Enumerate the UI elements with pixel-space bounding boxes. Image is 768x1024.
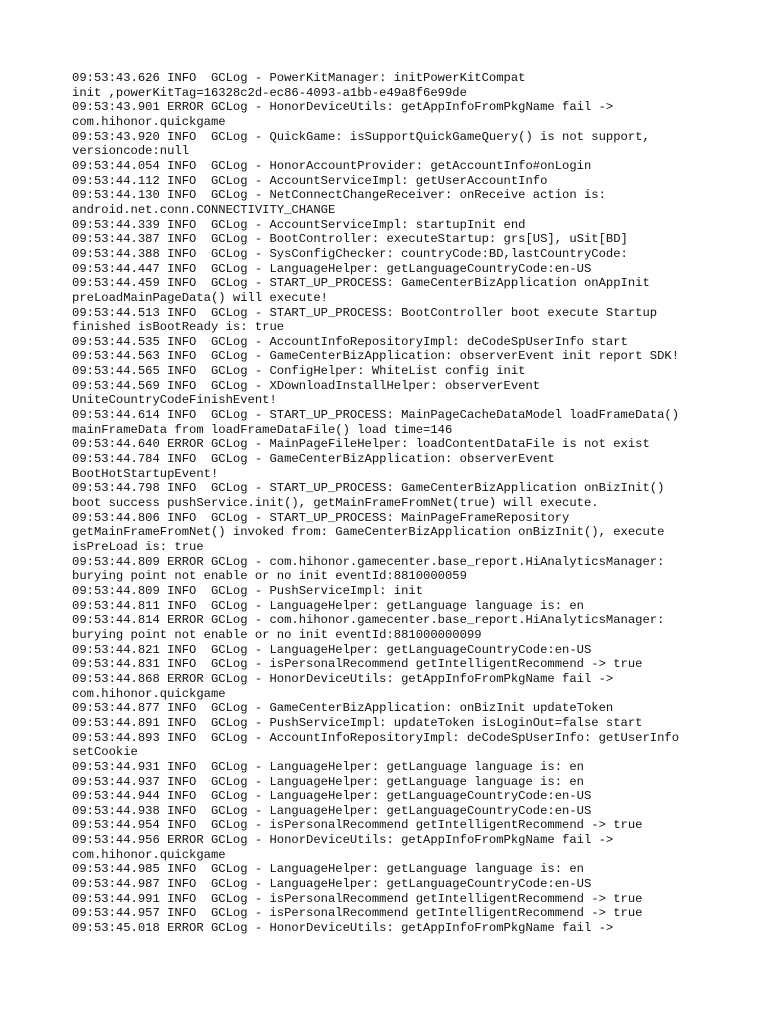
log-line: 09:53:44.614 INFO GCLog - START_UP_PROCESS: MainPageCacheDataModel loadFrameData()	[72, 408, 680, 423]
log-line: 09:53:44.565 INFO GCLog - ConfigHelper: WhiteList config init	[72, 364, 526, 379]
log-line: 09:53:44.054 INFO GCLog - HonorAccountProvider: getAccountInfo#onLogin	[72, 158, 592, 173]
log-line: 09:53:44.954 INFO GCLog - isPersonalRecommend getIntelligentRecommend -> true	[72, 818, 643, 833]
log-line: preLoadMainPageData() will execute!	[72, 290, 328, 305]
log-line: 09:53:44.784 INFO GCLog - GameCenterBizApplication: observerEvent	[72, 452, 555, 467]
log-line: 09:53:43.901 ERROR GCLog - HonorDeviceUtils: getAppInfoFromPkgName fail ->	[72, 100, 614, 115]
log-line: BootHotStartupEvent!	[72, 466, 219, 481]
log-line: 09:53:44.112 INFO GCLog - AccountServiceImpl: getUserAccountInfo	[72, 173, 548, 188]
log-line: finished isBootReady is: true	[72, 320, 285, 335]
log-line: 09:53:44.563 INFO GCLog - GameCenterBizApplication: observerEvent init report SDK!	[72, 349, 680, 364]
log-line: com.hihonor.quickgame	[72, 686, 226, 701]
log-line: isPreLoad is: true	[72, 540, 204, 554]
log-line: 09:53:44.535 INFO GCLog - AccountInfoRepositoryImpl: deCodeSpUserInfo start	[72, 334, 628, 349]
log-line: mainFrameData from loadFrameDataFile() load time=146	[72, 422, 453, 437]
log-line: init ,powerKitTag=16328c2d-ec86-4093-a1bb-e49a8f6e99de	[72, 85, 467, 100]
log-line: setCookie	[72, 745, 138, 760]
log-line: com.hihonor.quickgame	[72, 114, 226, 129]
log-line: 09:53:44.814 ERROR GCLog - com.hihonor.gamecenter.base_report.HiAnalyticsManager:	[72, 613, 665, 628]
log-line: 09:53:44.938 INFO GCLog - LanguageHelper: getLanguageCountryCode:en-US	[72, 803, 592, 818]
log-line: 09:53:44.806 INFO GCLog - START_UP_PROCESS: MainPageFrameRepository	[72, 510, 570, 525]
log-line: burying point not enable or no init eventId:881000000099	[72, 627, 482, 642]
log-line: 09:53:43.920 INFO GCLog - QuickGame: isSupportQuickGameQuery() is not support,	[72, 129, 650, 144]
log-line: 09:53:44.811 INFO GCLog - LanguageHelper: getLanguage language is: en	[72, 598, 584, 613]
log-line: 09:53:44.937 INFO GCLog - LanguageHelper: getLanguage language is: en	[72, 774, 584, 789]
log-line: com.hihonor.quickgame	[72, 847, 226, 862]
log-line: 09:53:44.640 ERROR GCLog - MainPageFileHelper: loadContentDataFile is not exist	[72, 437, 650, 452]
log-line: 09:53:44.956 ERROR GCLog - HonorDeviceUtils: getAppInfoFromPkgName fail ->	[72, 833, 614, 848]
log-line: getMainFrameFromNet() invoked from: GameCenterBizApplication onBizInit(), execute	[72, 525, 665, 540]
log-line: 09:53:44.868 ERROR GCLog - HonorDeviceUtils: getAppInfoFromPkgName fail ->	[72, 671, 614, 686]
log-line: 09:53:44.931 INFO GCLog - LanguageHelper: getLanguage language is: en	[72, 759, 584, 774]
log-line: 09:53:44.130 INFO GCLog - NetConnectChangeReceiver: onReceive action is:	[72, 188, 606, 203]
log-line: 09:53:44.987 INFO GCLog - LanguageHelper: getLanguageCountryCode:en-US	[72, 877, 592, 892]
log-line: boot success pushService.init(), getMainFrameFromNet(true) will execute.	[72, 496, 599, 511]
log-line: 09:53:44.831 INFO GCLog - isPersonalRecommend getIntelligentRecommend -> true	[72, 657, 643, 672]
log-line: 09:53:44.957 INFO GCLog - isPersonalRecommend getIntelligentRecommend -> true	[72, 906, 643, 921]
log-line: android.net.conn.CONNECTIVITY_CHANGE	[72, 202, 336, 217]
log-line: 09:53:44.513 INFO GCLog - START_UP_PROCESS: BootController boot execute Startup	[72, 305, 658, 320]
log-line: 09:53:44.991 INFO GCLog - isPersonalRecommend getIntelligentRecommend -> true	[72, 891, 643, 906]
log-line: 09:53:44.569 INFO GCLog - XDownloadInstallHelper: observerEvent	[72, 378, 541, 393]
log-line: 09:53:44.798 INFO GCLog - START_UP_PROCESS: GameCenterBizApplication onBizInit()	[72, 481, 665, 496]
log-line: 09:53:44.447 INFO GCLog - LanguageHelper: getLanguageCountryCode:en-US	[72, 261, 592, 276]
log-line: burying point not enable or no init eventId:8810000059	[72, 569, 467, 584]
log-line: 09:53:44.387 INFO GCLog - BootController: executeStartup: grs[US], uSit[BD]	[72, 232, 628, 247]
log-line: 09:53:44.944 INFO GCLog - LanguageHelper: getLanguageCountryCode:en-US	[72, 789, 592, 804]
log-line: 09:53:43.626 INFO GCLog - PowerKitManager: initPowerKitCompat	[72, 71, 526, 85]
log-line: 09:53:44.459 INFO GCLog - START_UP_PROCESS: GameCenterBizApplication onAppInit	[72, 276, 650, 291]
log-line: UniteCountryCodeFinishEvent!	[72, 393, 277, 408]
log-line: 09:53:44.877 INFO GCLog - GameCenterBizApplication: onBizInit updateToken	[72, 701, 614, 716]
log-document	[72, 71, 712, 936]
log-line: 09:53:44.985 INFO GCLog - LanguageHelper: getLanguage language is: en	[72, 862, 584, 877]
log-line: 09:53:45.018 ERROR GCLog - HonorDeviceUtils: getAppInfoFromPkgName fail ->	[72, 921, 614, 936]
log-line: 09:53:44.809 INFO GCLog - PushServiceImpl: init	[72, 583, 424, 598]
log-line: 09:53:44.893 INFO GCLog - AccountInfoRepositoryImpl: deCodeSpUserInfo: getUserInfo	[72, 730, 680, 745]
log-line: 09:53:44.891 INFO GCLog - PushServiceImpl: updateToken isLoginOut=false start	[72, 715, 643, 730]
log-line: 09:53:44.821 INFO GCLog - LanguageHelper: getLanguageCountryCode:en-US	[72, 642, 592, 657]
log-line: 09:53:44.388 INFO GCLog - SysConfigChecker: countryCode:BD,lastCountryCode:	[72, 246, 628, 261]
log-line: versioncode:null	[72, 144, 190, 159]
log-line: 09:53:44.339 INFO GCLog - AccountServiceImpl: startupInit end	[72, 217, 526, 232]
log-line: 09:53:44.809 ERROR GCLog - com.hihonor.gamecenter.base_report.HiAnalyticsManager:	[72, 554, 665, 569]
